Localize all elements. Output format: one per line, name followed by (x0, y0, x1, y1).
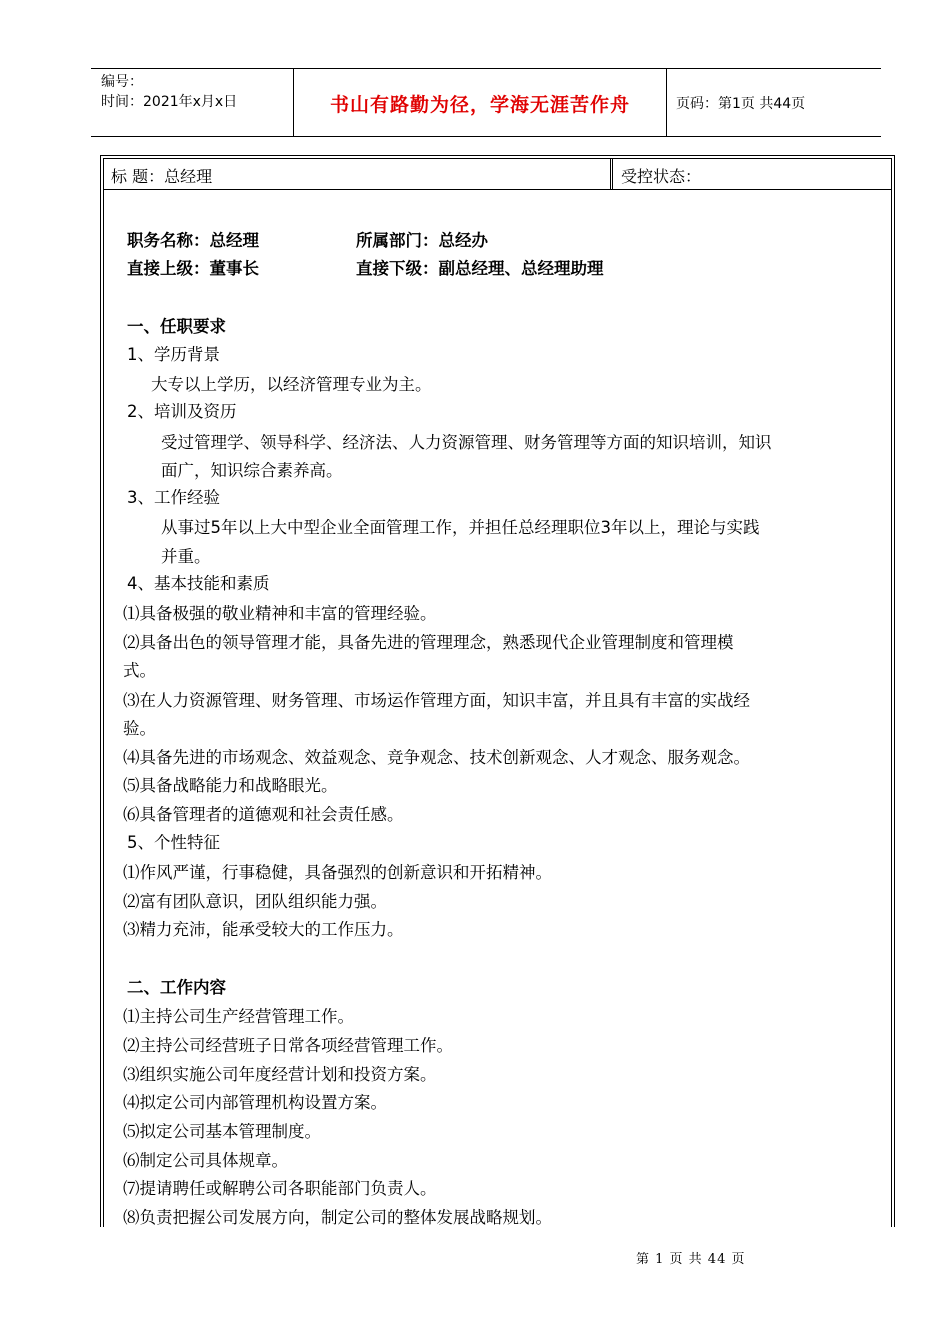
position-name: 职务名称：总经理 (127, 231, 259, 250)
section-heading-duties: 二、工作内容 (127, 978, 226, 997)
training-text-line1: 受过管理学、领导科学、经济法、人力资源管理、财务管理等方面的知识培训，知识 (161, 433, 772, 452)
skills-item-1: ⑴具备极强的敬业精神和丰富的管理经验。 (123, 604, 437, 623)
skills-item-5: ⑸具备战略能力和战略眼光。 (123, 776, 338, 795)
duty-item: ⑻负责把握公司发展方向，制定公司的整体发展战略规划。 (123, 1208, 552, 1227)
title-row-divider (610, 158, 613, 190)
title-row (103, 158, 892, 190)
header-meta (101, 72, 237, 112)
duty-item: ⑸拟定公司基本管理制度。 (123, 1122, 321, 1141)
doc-number-label: 编号： (101, 74, 143, 90)
header-divider-right (666, 68, 667, 136)
education-text: 大专以上学历，以经济管理专业为主。 (151, 375, 432, 394)
skills-item-3-line1: ⑶在人力资源管理、财务管理、市场运作管理方面，知识丰富，并且具有丰富的实战经 (123, 691, 750, 710)
skills-item-6: ⑹具备管理者的道德观和社会责任感。 (123, 805, 404, 824)
control-status-field: 受控状态： (621, 167, 702, 186)
header-bottom-rule (91, 136, 881, 137)
section-heading-requirements: 一、任职要求 (127, 317, 226, 336)
duty-item: ⑷拟定公司内部管理机构设置方案。 (123, 1093, 387, 1112)
duty-item: ⑴主持公司生产经营管理工作。 (123, 1007, 354, 1026)
header-page-info: 页码：第1页 共44页 (676, 96, 806, 112)
personality-item-3: ⑶精力充沛，能承受较大的工作压力。 (123, 920, 404, 939)
subsection-education: 1、学历背景 (127, 345, 220, 364)
title-field: 标 题：总经理 (111, 167, 213, 186)
subsection-skills: 4、基本技能和素质 (127, 574, 270, 593)
header-top-rule (91, 68, 881, 69)
direct-superior: 直接上级：董事长 (127, 259, 259, 278)
header-motto: 书山有路勤为径，学海无涯苦作舟 (329, 94, 630, 116)
subsection-personality: 5、个性特征 (127, 833, 220, 852)
skills-item-3-line2: 验。 (123, 719, 156, 738)
department: 所属部门：总经办 (356, 231, 488, 250)
subsection-training: 2、培训及资历 (127, 402, 237, 421)
skills-item-4: ⑷具备先进的市场观念、效益观念、竞争观念、技术创新观念、人才观念、服务观念。 (123, 748, 750, 767)
doc-time-label: 时间：2021年x月x日 (101, 94, 238, 110)
frame-inner-left-border (103, 190, 104, 1227)
subsection-experience: 3、工作经验 (127, 488, 220, 507)
duty-item: ⑶组织实施公司年度经营计划和投资方案。 (123, 1065, 437, 1084)
personality-item-2: ⑵富有团队意识，团队组织能力强。 (123, 892, 387, 911)
direct-subordinate: 直接下级：副总经理、总经理助理 (356, 259, 604, 278)
frame-inner-right-border (891, 190, 892, 1227)
training-text-line2: 面广，知识综合素养高。 (161, 461, 343, 480)
duty-item: ⑹制定公司具体规章。 (123, 1151, 288, 1170)
page-footer: 第 1 页 共 44 页 (636, 1252, 746, 1267)
duty-item: ⑺提请聘任或解聘公司各职能部门负责人。 (123, 1179, 437, 1198)
skills-item-2-line2: 式。 (123, 661, 156, 680)
experience-text-line1: 从事过5年以上大中型企业全面管理工作，并担任总经理职位3年以上，理论与实践 (161, 518, 760, 537)
experience-text-line2: 并重。 (161, 547, 211, 566)
personality-item-1: ⑴作风严谨，行事稳健，具备强烈的创新意识和开拓精神。 (123, 863, 552, 882)
duty-item: ⑵主持公司经营班子日常各项经营管理工作。 (123, 1036, 453, 1055)
skills-item-2-line1: ⑵具备出色的领导管理才能，具备先进的管理理念，熟悉现代企业管理制度和管理模 (123, 633, 734, 652)
